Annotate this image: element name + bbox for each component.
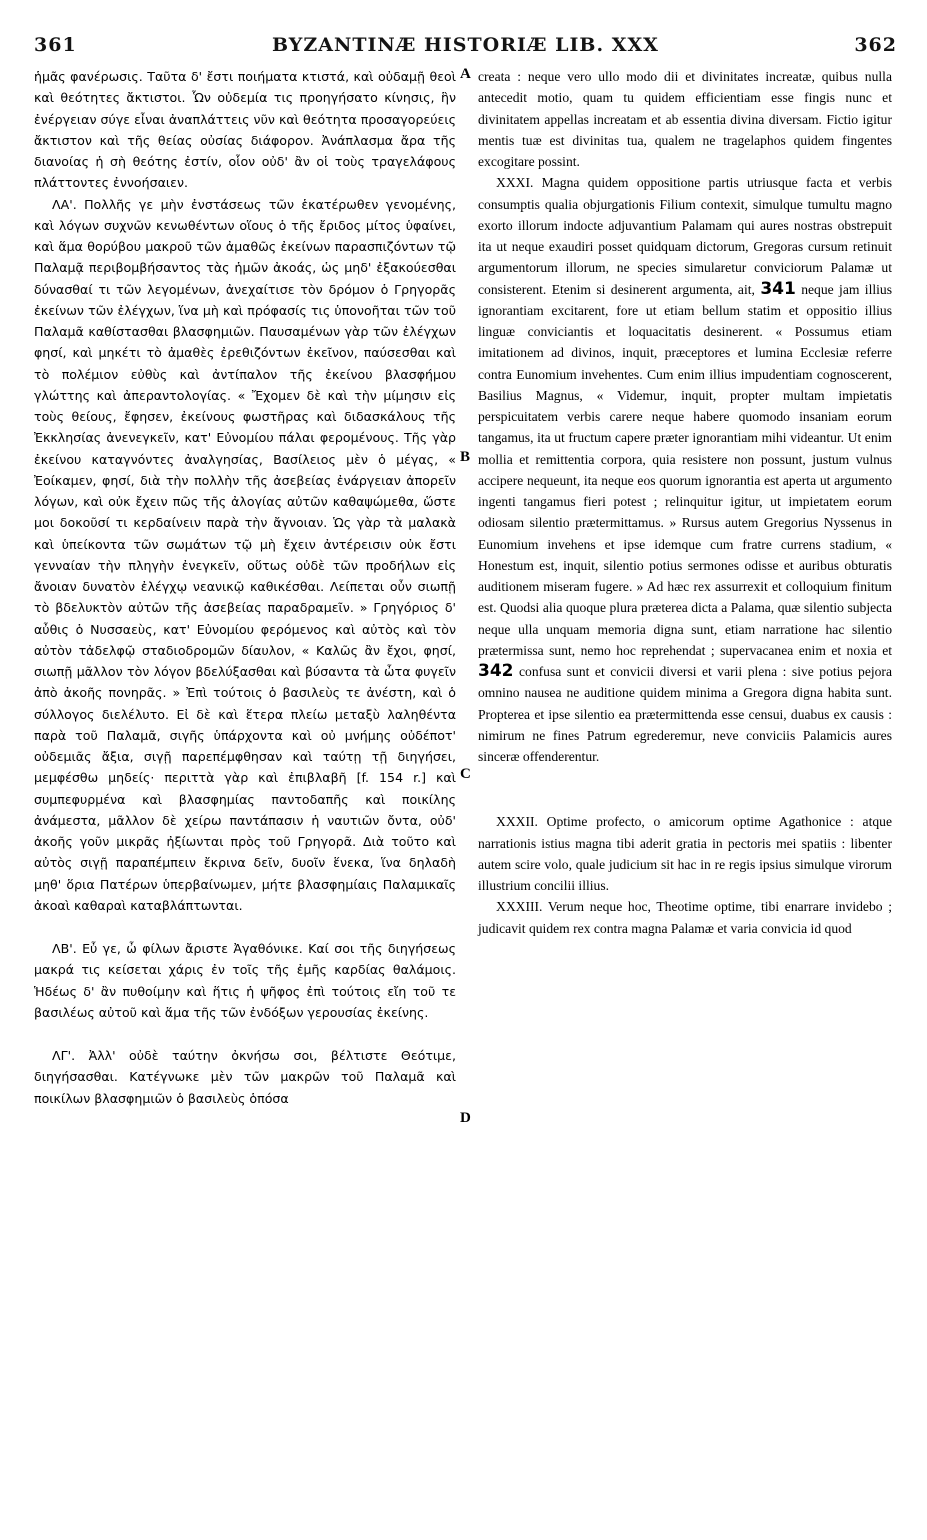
latin-text: XXXI. Magna quidem oppositione partis utriusque facta et verbis consumptis qualia objurgationis Filium contexit, simulque tumultu magno exorto illorum indocte adjuvantium Palamam qui aures nostras obstrepuit ita ut neque exaudiri posset quidquam dictorum, Gregoras cursum retinuit argumentorum illorum, ne species simularetur conviciorum Palamæ ut consisterent. Etenim si desinerent argumenta, ait, (478, 175, 892, 297)
page-number-right: 362 (854, 34, 897, 56)
page-number-left: 361 (34, 34, 77, 56)
running-title: BYZANTINÆ HISTORIÆ LIB. XXX (272, 34, 659, 56)
running-header (34, 34, 897, 64)
margin-letter-c: C (460, 766, 471, 782)
latin-paragraph: creata : neque vero ullo modo dii et divinitates increatæ, quibus nulla antecedit motio, quam tu quidem efficientiam esse fingis nunc et divinitatem appellas increatam et ab essentia divina diversam. Fictio igitur mentis tuæ est divinitas tua, qualem ne tragelaphos quidem fingentes excogitare possint. (478, 69, 892, 169)
column-number: 342 (478, 661, 514, 681)
margin-letter-d: D (460, 1110, 471, 1126)
margin-letter-a: A (460, 66, 471, 82)
latin-column (478, 66, 892, 939)
greek-paragraph: ΛΒ'. Εὖ γε, ὦ φίλων ἄριστε Ἀγαθόνικε. Καί σοι τῆς διηγήσεως μακρά τις κείσεται χάρις ἐν τοῖς τῆς ἐμῆς καρδίας θαλάμοις. Ἡδέως δ' ἂν πυθοίμην καὶ ἥτις ἡ ψῆφος ἐπὶ τούτοις εἴη τοῦ τε βασιλέως αὐτοῦ καὶ ἅμα τῆς τῶν ἐνδόξων γερουσίας ἐκείνης. (34, 941, 456, 1020)
latin-paragraph (478, 172, 892, 767)
latin-paragraph: XXXII. Optime profecto, o amicorum optime Agathonice : atque narrationis istius magna tibi aderit gratia in pectoris mei spatiis : libenter autem scire volo, quale judicium sit hac in re regis ipsius simulque virorum illustrium concilii illius. (478, 814, 892, 893)
latin-text: confusa sunt et convicii diversi et varii plena : sive potius pejora omnino nausea ne auditione quidem minima a Gregora digna habita sunt. Propterea et ipse silentio ea prætermittenda esse censui, duabus ex causis : nimirum ne fines Patrum egrederemur, neve conviciis Palamicis aures sinceræ offenderentur. (478, 664, 892, 764)
column-number: 341 (760, 278, 796, 299)
latin-text: neque jam illius ignorantiam excitarent, fore ut etiam bellum statim et oppositio illius linguæ conviciantis et loquacitatis desinerent. « Possumus etiam imitationem ad divinos, inquit, præceptores et lumina Ecclesiæ referre contra Eunomium invehentes. Cum enim illius impudentiam cognoscerent, Basilius Magnus, « Videmur, inquit, propter multam impietatis perspicuitatem verbis carere neque habere quomodo insaniam eorum tangamus, ita ut fructum capere præter ignorantiam mihi videantur. Ut enim mollia et remittentia corpora, quia resistere non possunt, justum vulnus accipere nequeunt, ita neque eos quorum ignorantia est aperta ut argumento ingenti tangamus fieri potest ; relinquitur igitur, ut impietatem eorum odiosam silentio prætermittamus. » Rursus autem Gregorius Nyssenus in Eunomium invehens et ipse idemque cum fratre currens stadium, « Honestum est, inquit, silentio potius sermones odisse et auribus obturatis auditionem miseram fugere. » Ad hæc rex assurrexit et colloquium finitum est. Quodsi alia quoque plura præterea dicta a Palama, quæ silentio subjecta neque ulla unquam memoria digna sunt, etiam narratione hac silentio prætermissa sunt, nemo hoc reprehendat ; supervacanea enim et noxia et (478, 281, 892, 658)
greek-paragraph: ΛΓ'. Ἀλλ' οὐδὲ ταύτην ὀκνήσω σοι, βέλτιστε Θεότιμε, διηγήσασθαι. Κατέγνωκε μὲν τῶν μακρῶν τοῦ Παλαμᾶ καὶ ποικίλων βλασφημιῶν ὁ βασιλεὺς ὁπόσα (34, 1048, 456, 1106)
margin-letter-b: B (460, 449, 471, 465)
greek-paragraph: ΛΑ'. Πολλῆς γε μὴν ἐνστάσεως τῶν ἑκατέρωθεν γενομένης, καὶ λόγων συχνῶν κενωθέντων οἵους ὁ τῆς ἔριδος μίτος ὑφαίνει, καὶ ἅμα θορύβου μακροῦ τῶν ἀμαθῶς ἐκείνων παρασπιζόντων τῷ Παλαμᾷ περιβομβήσαντος τὰς ἡμῶν ἀκοάς, ὡς μηδ' ἐξακούεσθαι δύνασθαί τι τῶν λεγομένων, ἀνεχαίτισε τὸν δρόμον ὁ Γρηγορᾶς ἐκείνων τῶν ἐλέγχων, ἵνα μὴ καὶ πρόφασίς τις ὑπονοῆται τῶν τοῦ Παλαμᾶ καθίστασθαι βλασφημιῶν. Παυσαμένων γὰρ τῶν ἐλέγχων φησί, καὶ μηκέτι τὸ ἀμαθὲς ἐρεθιζόντων ἐκεῖνον, παύσεσθαι καὶ τὸ πολέμιον εὐθὺς καὶ ἀντίπαλον τῆς ἐκείνου βλασφήμου γλώττης καὶ ἀπεραντολογίας. « Ἔχομεν δὲ καὶ τὴν μίμησιν εἰς τοὺς θείους, ἔφησεν, ἐκείνους φωστῆρας καὶ διδασκάλους τῆς Ἐκκλησίας ἀνενεγκεῖν, κατ' Εὐνομίου πάλαι φερομένους. Τῆς γὰρ ἐκείνου καταγνόντες ἀναλγησίας, Βασίλειος μὲν ὁ μέγας, « Ἐοίκαμεν, φησί, διὰ τὴν πολλὴν τῆς ἀσεβείας ἐνάργειαν ἀπορεῖν λόγων, καὶ οὐκ ἔχειν πῶς τῆς ἀλογίας αὐτῶν καθαψώμεθα, ὥστε μοι δοκοῦσί τι κερδαίνειν παρὰ τὴν ἄγνοιαν. Ὡς γὰρ τὰ μαλακὰ καὶ ὑπείκοντα τῶν σωμάτων τῷ μὴ ἔχειν ἀντέρεισιν οὐκ ἔστι γενναίαν τὴν πληγὴν ἐνεγκεῖν, οὕτως οὐδὲ τῶν προδήλων εἰς ἄνοιαν δυνατὸν ἐλέγχῳ νεανικῷ καθικέσθαι. Λείπεται οὖν σιωπῇ τὸ βδελυκτὸν αὐτῶν τῆς ἀσεβείας παραδραμεῖν. » Γρηγόριος δ' αὖθις ὁ Νυσσαεὺς, κατ' Εὐνομίου φερόμενος καὶ αὐτὸς καὶ τὸν αὐτὸν τἀδελφῷ σταδιοδρομῶν δίαυλον, « Καλῶς ἂν ἔχοι, φησί, σιωπῇ μᾶλλον τὸν λόγον βδελύξασθαι καὶ βύσαντα τὰ ὦτα φυγεῖν ἀπὸ ἀκοῆς πονηρᾶς. » Ἐπὶ τούτοις ὁ βασιλεὺς τε ἀνέστη, καὶ ὁ σύλλογος διελέλυτο. Εἰ δὲ καὶ ἕτερα πλείω μεταξὺ λαληθέντα παρὰ τοῦ Παλαμᾶ, σιγῆς ὑπάρχοντα καὶ οὐ μνήμης οὐδέποτ' οὐδεμιᾶς ἄξια, σιγῇ παρεπέμφθησαν καὶ ταύτῃ τῇ διηγήσει, μεμφέσθω μηδείς· περιττὰ γὰρ καὶ ἐπιβλαβῆ [f. 154 r.] καὶ συμπεφυρμένα καὶ βλασφημίας παντοδαπῆς καὶ ποικίλης ἀνάμεστα, μᾶλλον δὲ χείρω παντάπασιν ἡ ναυτιῶν ὄντα, οὐδ' ἀκοῆς γοῦν μικρᾶς ἠξίωνται πρὸς τοῦ Γρηγορᾶ. Διὰ τοῦτο καὶ αὐτὸς σιγῇ παραπέμπειν ἔκρινα δεῖν, δυοῖν ἕνεκα, ἵνα δηλαδὴ μηθ' ὅρια Πατέρων ὑπερβαίνωμεν, μήτε βλασφημίαις Παλαμικαῖς ἀκοαὶ καθαραὶ καταβλάπτωνται. (34, 196, 456, 913)
greek-column (34, 66, 456, 1109)
greek-paragraph: ἡμᾶς φανέρωσις. Ταῦτα δ' ἔστι ποιήματα κτιστά, καὶ οὐδαμῇ θεοὶ καὶ θεότητες ἄκτιστοι. Ὧν οὐδεμία τις προηγήσατο κίνησις, ἣν ἐνέργειαν σύγε εἶναι ἀναπλάττεις νῦν καὶ θεότητα προσαγορεύεις ἄκτιστον καὶ τῆς θείας οὐσίας διάφορον. Ἀνάπλασμα ἄρα τῆς διανοίας ἡ σὴ θεότης ἐστίν, οἷον οὐδ' ἂν οἱ τοὺς τραγελάφους πλάττοντες ἐννοήσαιεν. (34, 69, 456, 191)
latin-paragraph: XXXIII. Verum neque hoc, Theotime optime, tibi enarrare invidebo ; judicavit quidem rex contra magna Palamæ et varia convicia id quod (478, 899, 892, 936)
